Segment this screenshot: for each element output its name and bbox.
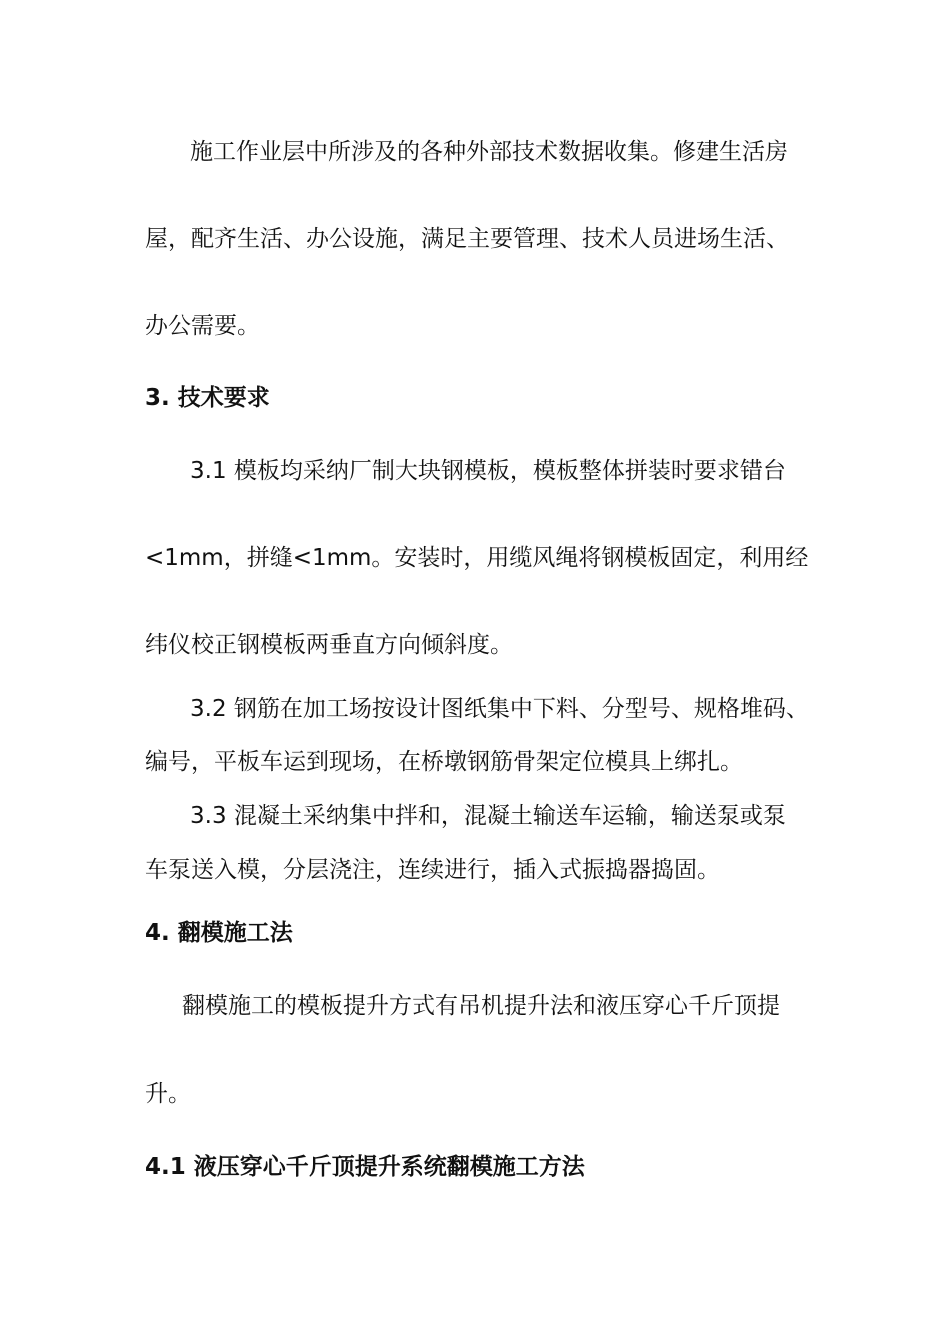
section-3-1-line-3: 纬仪校正钢模板两垂直方向倾斜度。 bbox=[145, 632, 513, 658]
paragraph-1-line-1: 施工作业层中所涉及的各种外部技术数据收集。修建生活房 bbox=[190, 139, 788, 165]
section-3-3-line-2: 车泵送入模，分层浇注，连续进行，插入式振捣器捣固。 bbox=[145, 857, 720, 883]
paragraph-1-line-3: 办公需要。 bbox=[145, 313, 260, 339]
heading-3: 3. 技术要求 bbox=[145, 385, 270, 411]
paragraph-1-line-2: 屋，配齐生活、办公设施，满足主要管理、技术人员进场生活、 bbox=[145, 226, 789, 252]
heading-4-1: 4.1 液压穿心千斤顶提升系统翻模施工方法 bbox=[145, 1154, 585, 1180]
section-4-intro-line-2: 升。 bbox=[145, 1081, 191, 1107]
section-3-2-line-2: 编号，平板车运到现场，在桥墩钢筋骨架定位模具上绑扎。 bbox=[145, 749, 743, 775]
section-3-1-line-2: <1mm，拼缝<1mm。安装时，用缆风绳将钢模板固定，利用经 bbox=[145, 545, 809, 571]
heading-4: 4. 翻模施工法 bbox=[145, 920, 293, 946]
section-3-1-line-1: 3.1 模板均采纳厂制大块钢模板，模板整体拼装时要求错台 bbox=[190, 458, 786, 484]
section-4-intro-line-1: 翻模施工的模板提升方式有吊机提升法和液压穿心千斤顶提 bbox=[182, 993, 780, 1019]
section-3-2-line-1: 3.2 钢筋在加工场按设计图纸集中下料、分型号、规格堆码、 bbox=[190, 696, 809, 722]
section-3-3-line-1: 3.3 混凝土采纳集中拌和，混凝土输送车运输，输送泵或泵 bbox=[190, 803, 786, 829]
